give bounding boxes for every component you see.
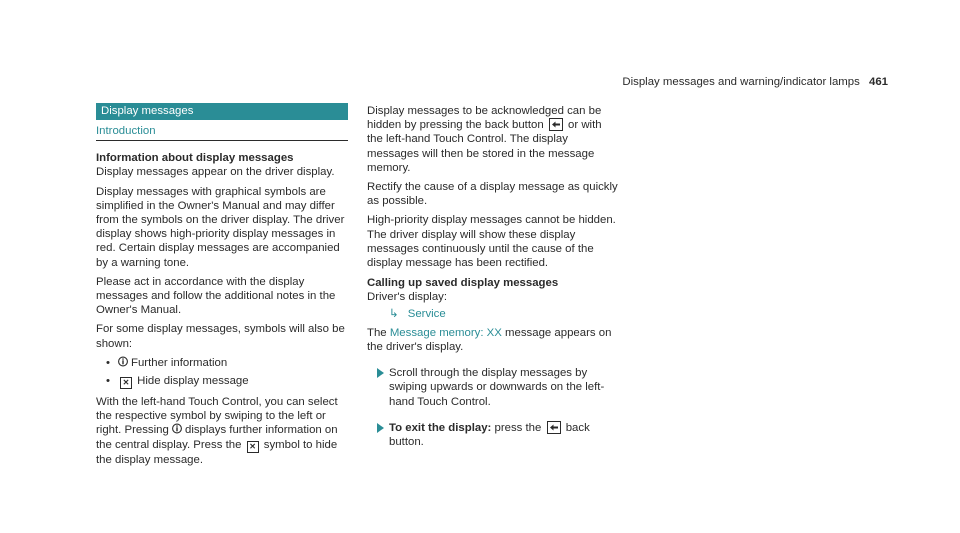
- page-number: 461: [868, 76, 888, 88]
- bullet-dot: •: [106, 375, 110, 388]
- menu-arrow-icon: ↳: [389, 307, 399, 320]
- bullet-item: [96, 356, 348, 370]
- text-run: or with the left-hand Touch Control. The display messages will then be stored in the message memory.: [367, 119, 602, 174]
- text-run: symbol to hide the display message.: [96, 438, 338, 466]
- paragraph: High-priority display messages cannot be hidden. The driver display will show these display messages continuously until the cause of the display message has been rectified.: [367, 214, 616, 270]
- paragraph: [96, 395, 348, 467]
- step-text: Scroll through the display messages by swiping upwards or downwards on the left-hand Touch Control.: [389, 367, 605, 408]
- heading-calling-up: Calling up saved display messages: [367, 277, 559, 290]
- left-column: [96, 104, 348, 472]
- paragraph: For some display messages, symbols will also be shown:: [96, 323, 345, 350]
- paragraph: [367, 326, 619, 354]
- step-text: press the: [494, 421, 542, 434]
- heading-information: Information about display messages: [96, 152, 294, 165]
- text-run: Display messages to be acknowledged can be hidden by pressing the back button: [367, 105, 602, 132]
- text-run: With the left-hand Touch Control, you can select the respective symbol by swiping to the left or right. Pressing: [96, 396, 338, 437]
- bullet-text: Hide display message: [137, 375, 249, 388]
- subsection-title: Introduction: [96, 124, 348, 141]
- paragraph: Display messages with graphical symbols are simplified in the Owner's Manual and may differ from the symbols on the driver display. The driver display shows high-priority display messages in red. Certain display messages are accompanied by a warning tone.: [96, 185, 345, 269]
- bullet-item: [96, 374, 348, 389]
- paragraph: Rectify the cause of a display message as quickly as possible.: [367, 181, 618, 208]
- hide-x-icon: ✕: [247, 441, 259, 453]
- bullet-dot: •: [106, 356, 110, 369]
- text-run: displays further information on the central display. Press the: [96, 424, 338, 451]
- step-item: [367, 366, 619, 409]
- page-header: [620, 75, 888, 89]
- back-button-icon: [547, 421, 561, 434]
- step-item: [367, 421, 619, 449]
- text-run: message appears on the driver's display.: [367, 326, 612, 354]
- section-title: Display messages: [96, 103, 348, 120]
- hide-x-icon: ✕: [120, 377, 132, 389]
- paragraph: [367, 104, 619, 175]
- paragraph: Please act in accordance with the display messages and follow the additional notes in the Owner's Manual.: [96, 275, 336, 317]
- step-text: back button.: [389, 421, 590, 449]
- drivers-display-label: Driver's display:: [367, 291, 448, 304]
- right-column: [367, 104, 619, 453]
- info-icon: [118, 356, 128, 367]
- step-bold-text: To exit the display:: [389, 421, 492, 434]
- menu-item-service: Service: [407, 307, 446, 320]
- bullet-text: Further information: [131, 356, 228, 369]
- info-icon: [172, 423, 182, 434]
- message-memory-link: Message memory: XX: [389, 326, 502, 339]
- text-run: The: [367, 326, 387, 339]
- menu-path: [367, 307, 619, 321]
- step-triangle-icon: [377, 423, 384, 433]
- paragraph: Display messages appear on the driver display.: [96, 166, 335, 179]
- running-title: Display messages and warning/indicator lamps: [622, 76, 860, 88]
- step-triangle-icon: [377, 368, 384, 378]
- back-button-icon: [549, 118, 563, 131]
